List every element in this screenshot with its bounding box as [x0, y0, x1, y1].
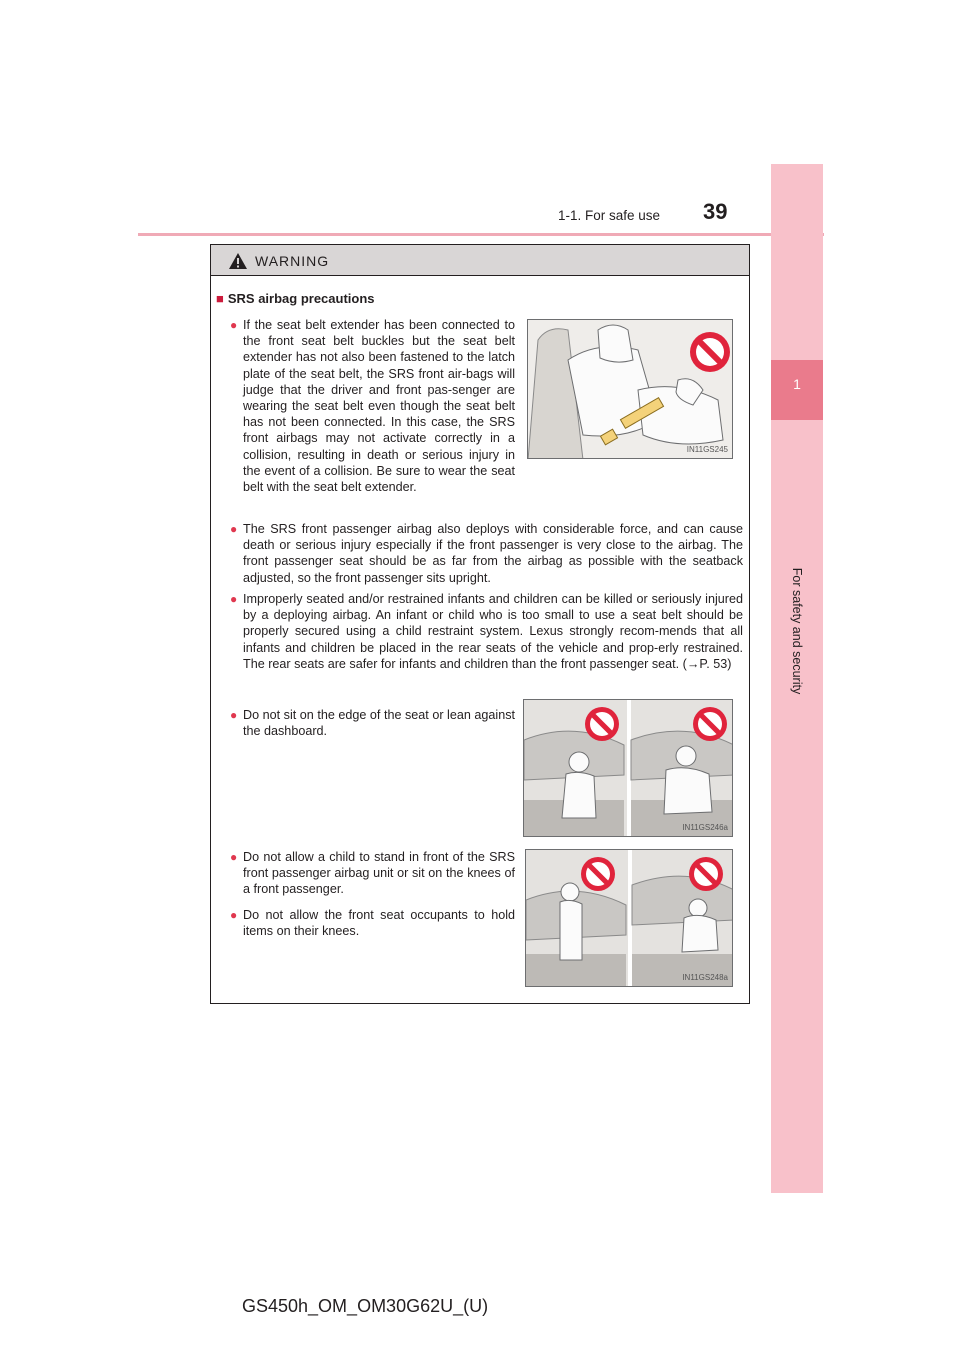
- seating-position-drawing: [524, 700, 733, 837]
- bullet-item: [230, 591, 743, 672]
- chapter-number-tab: [771, 360, 823, 420]
- chapter-number: 1: [793, 376, 801, 392]
- illustration-seatbelt-extender: [527, 319, 733, 459]
- subheading: [216, 291, 375, 306]
- bullet-item: [230, 521, 743, 586]
- bullet-text: Do not sit on the edge of the seat or lean against the dashboard.: [243, 708, 515, 739]
- warning-title: WARNING: [255, 253, 330, 269]
- bullet-text: The SRS front passenger airbag also deploys with considerable force, and can cause death or serious injury especially if the front passenger is very close to the airbag. The front passenger seat should be as far from the airbag as possible with the seatback adjusted, so the front passenger sits upright.: [243, 522, 743, 585]
- bullet-dot-icon: ●: [230, 522, 238, 536]
- bullet-text: Do not allow a child to stand in front of the SRS front passenger airbag unit or sit on the knees of a front passenger.: [243, 850, 515, 897]
- bullet-text: Improperly seated and/or restrained infants and children can be killed or seriously injured by a deploying airbag. An infant or child who is too small to use a seat belt should be properly secured using a child restraint system. Lexus strongly recom-mends that all infants and children be placed in the rear seats of the vehicle and prop-erly restrained. The rear seats are safer for infants and children than the front passenger seat. (→P. 53): [243, 592, 743, 671]
- illustration-child-front-seat: [525, 849, 733, 987]
- bullet-item: [230, 707, 515, 739]
- subheading-text: SRS airbag precautions: [227, 291, 375, 306]
- bullet-text: Do not allow the front seat occupants to hold items on their knees.: [243, 908, 515, 939]
- warning-box: [210, 244, 750, 1004]
- header-rule: [138, 233, 824, 236]
- bullet-dot-icon: ●: [230, 850, 238, 864]
- bullet-dot-icon: ●: [230, 908, 238, 922]
- page-number: 39: [703, 199, 728, 224]
- warning-triangle-icon: [229, 253, 247, 269]
- footer-model-code: GS450h_OM_OM30G62U_(U): [242, 1296, 489, 1316]
- illustration-seating-position: [523, 699, 733, 837]
- bullet-dot-icon: ●: [230, 708, 238, 722]
- illustration-code: IN11GS248a: [682, 973, 728, 982]
- bullet-text: If the seat belt extender has been connected to the front seat belt buckles but the seat belt extender has not also been fastened to the latch plate of the seat belt, the SRS front air-bags will judge that the driver and front pas-senger are wearing the seat belt even though the seat belt has not been connected. In this case, the SRS front airbags may not activate correctly in a collision, resulting in death or serious injury in the event of a collision. Be sure to wear the seat belt with the seat belt extender.: [243, 318, 515, 495]
- bullet-dot-icon: ●: [230, 592, 238, 606]
- square-bullet-icon: ■: [216, 291, 224, 306]
- illustration-code: IN11GS245: [686, 445, 728, 454]
- child-front-seat-drawing: [526, 850, 733, 987]
- illustration-code: IN11GS246a: [682, 823, 728, 832]
- chapter-title-vertical: [786, 538, 808, 728]
- chapter-title: For safety and security: [790, 567, 804, 695]
- bullet-item: [230, 317, 515, 495]
- bullet-item: [230, 907, 515, 939]
- section-title: 1-1. For safe use: [558, 208, 661, 223]
- warning-header: [211, 245, 749, 276]
- seatbelt-extender-drawing: [528, 320, 733, 459]
- bullet-item: [230, 849, 515, 898]
- bullet-dot-icon: ●: [230, 318, 238, 332]
